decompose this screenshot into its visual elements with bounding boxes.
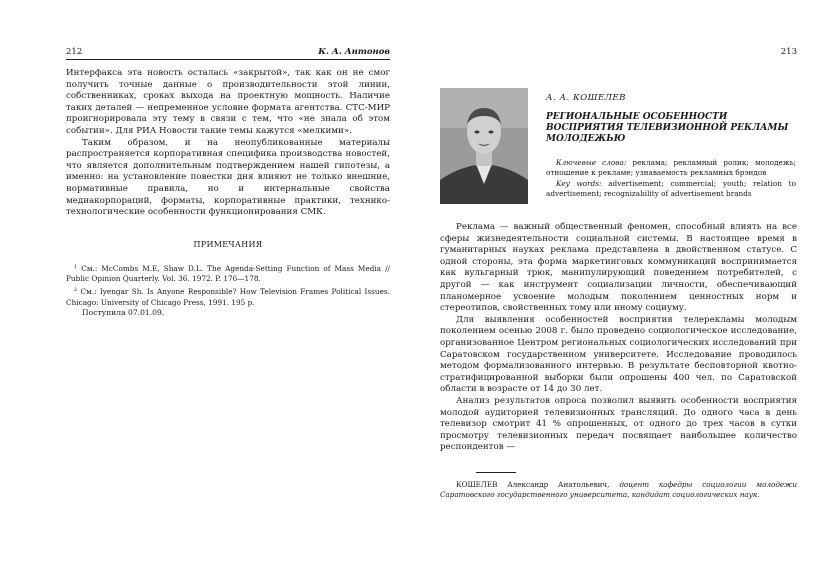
keywords-ru-label: Ключевые слова: — [556, 158, 627, 167]
note-item — [66, 262, 390, 284]
footnote-author-name: КОШЕЛЕВ Александр Анатольевич, — [456, 480, 610, 489]
author-photo — [440, 88, 528, 204]
running-head-author: К. А. Антонов — [318, 47, 390, 57]
author-portrait-image — [440, 88, 528, 204]
right-page — [410, 0, 820, 580]
footnote-rule — [476, 472, 516, 473]
keywords-en-label: Key words: — [556, 178, 602, 188]
note-text: См.: McCombs M.E, Shaw D.L. The Agenda-Setting Function of Mass Media // Public Opinion Quarterly. Vol. 36. 1972. P. 176—178. — [66, 264, 390, 284]
notes-list — [66, 262, 390, 309]
right-paragraph-2: Для выявления особенностей восприятия телерекламы молодым поколением осенью 2008 г. было проведено социологическое исследование, организованное Центром региональных социологических исследований при Саратовском государственном университете. Исследование проводилось методом формализованного интервью. В результате бесповторной квотно-стратифицированной выборки были опрошены 400 чел. по Саратовской области в возрасте от 14 до 30 лет. — [440, 314, 797, 395]
keywords-ru-text: реклама; рекламный ролик; молодежь; отношение к рекламе; узнаваемость рекламных брэндов — [546, 158, 796, 178]
received-date: Поступила 07.01.09. — [82, 308, 165, 317]
right-paragraph-3: Анализ результатов опроса позволил выявить особенности восприятия молодой аудиторией телевизионных трансляций. До одного часа в день телевизор смотрит 41 % опрошенных, от одного до трех часов в сутки просмотру телевизионных передач посвящает наибольшее количество респондентов — — [440, 395, 797, 453]
keywords-en-text: advertisement; commercial; youth; relation to advertisement; recognizability of advertisement brands — [546, 178, 796, 199]
footnote-author-info: доцент кафедры социологии молодежи Саратовского государственного университета, кандидат социологических наук. — [440, 480, 797, 500]
right-body-text — [440, 222, 797, 454]
left-paragraph-2: Таким образом, и на неопубликованные материалы распространяется корпоративная специфика производства новостей, что является дополнительным подтверждением нашей гипотезы, а именно: на установление повестки дня влияют не только внешние, нормативные правила, но и интернальные свойства медиакорпораций, форматы, корпоративные практики, технико-технологические особенности функционирования СМК. — [66, 137, 390, 218]
notes-title: ПРИМЕЧАНИЯ — [193, 240, 263, 249]
note-item — [66, 285, 390, 307]
keywords-en — [546, 179, 796, 200]
keywords-block — [546, 158, 796, 200]
left-body-text — [66, 68, 390, 219]
author-footnote — [440, 480, 797, 501]
page-number-left: 212 — [66, 47, 83, 57]
page-number-right: 213 — [780, 47, 797, 57]
left-paragraph-1: Интерфакса эта новость осталась «закрытой», так как он не смог получить точные данные о производительности этой линии, собственниках, сроках выхода на проектную мощность. Наличие таких деталей — непременное условие формата агентства. СТС-МИР проигнорировала эту тему в связи с тем, что «не знала об этом событии». Для РИА Новости такие темы кажутся «мелкими». — [66, 68, 390, 136]
header-rule — [66, 59, 390, 60]
note-text: См.: Iyengar Sh. Is Anyone Responsible? How Television Frames Political Issues. Chicago: University of Chicago Press, 1991. 195 p. — [66, 287, 390, 307]
right-paragraph-1: Реклама — важный общественный феномен, способный влиять на все сферы жизнедеятельности социальной системы. В настоящее время в гуманитарных науках реклама представлена в двойственном статусе. С одной стороны, эта форма маркетинговых коммуникаций воспринимается как вульгарный трюк, манипулирующий поведением потребителей, с другой — как инструмент социализации личности, обеспечивающий планомерное усвоение молодым поколением ценностных норм и стереотипов, свойственных тому или иному социуму. — [440, 222, 797, 314]
article-title: РЕГИОНАЛЬНЫЕ ОСОБЕННОСТИ ВОСПРИЯТИЯ ТЕЛЕВИЗИОННОЙ РЕКЛАМЫ МОЛОДЕЖЬЮ — [546, 112, 789, 144]
article-author: А. А. КОШЕЛЕВ — [546, 93, 626, 103]
note-number: 2 — [74, 287, 78, 294]
keywords-ru — [546, 158, 796, 179]
note-number: 1 — [74, 264, 78, 270]
